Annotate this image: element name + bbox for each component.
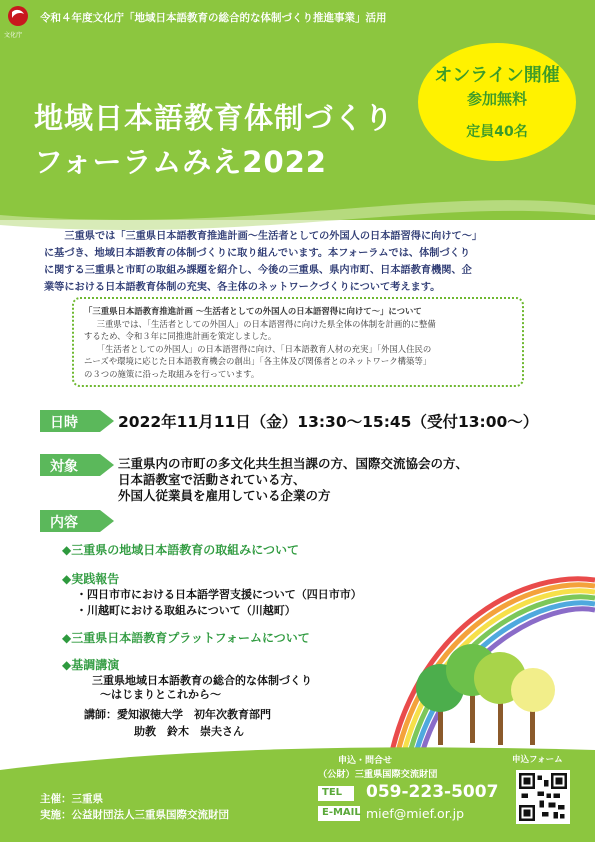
rainbow-trees-illustration (390, 560, 595, 760)
target-text (118, 456, 468, 504)
plan-line: ニーズや環境に応じた日本語教育機会の創出」「各主体及び関係者とのネットワーク構築等」 (84, 356, 432, 367)
content-item: ◆三重県日本語教育プラットフォームについて (62, 631, 310, 645)
intro-line: に関する三重県と市町の取組み課題を紹介し、今後の三重県、県内市町、日本語教育機関、企 (44, 265, 472, 276)
lecture-subtitle: 〜はじまりとこれから〜 (100, 688, 221, 701)
apply-heading: 申込・問合せ (338, 756, 393, 766)
schedule-value: 2022年11月11日（金）13:30〜15:45（受付13:00〜） (118, 413, 539, 431)
badge-capacity: 定員40名 (466, 124, 528, 140)
schedule-label: 日時 (40, 410, 100, 432)
intro-line: に基づき、地域日本語教育の体制づくりに取り組んでいます。本フォーラムでは、体制づくり (44, 248, 471, 259)
seal-caption: 文化庁 (4, 32, 23, 39)
content-subitem: ・川越町における取組みについて（川越町） (76, 604, 296, 617)
plan-line: 三重県では、「生活者としての外国人」の日本語習得に向けた県全体の体制を計画的に整備 (96, 318, 436, 329)
tel-label: TEL (318, 786, 354, 801)
host-text: 主催：三重県 (40, 793, 103, 805)
target-line: 三重県内の市町の多文化共生担当課の方、国際交流協会の方、 (118, 456, 469, 471)
plan-line: 「生活者としての外国人」の日本語習得に向け、「日本語教育人材の充実」「外国人住民の (96, 343, 432, 354)
online-badge (418, 43, 576, 161)
mail-address[interactable]: mief@mief.or.jp (366, 806, 465, 821)
content-item: ◆基調講演 (62, 658, 120, 672)
lecturer-line: 助教 鈴木 崇夫さん (134, 725, 244, 738)
badge-fee: 参加無料 (466, 90, 527, 108)
organizer-text: 実施：公益財団法人三重県国際交流財団 (40, 809, 229, 821)
plan-line: するため、令和３年に同推進計画を策定しました。 (84, 331, 277, 342)
target-label: 対象 (40, 454, 100, 476)
subsidy-line: 令和４年度文化庁「地域日本語教育の総合的な体制づくり推進事業」活用 (40, 12, 387, 24)
page-title-line2: フォーラムみえ2022 (34, 145, 327, 179)
content-label: 内容 (40, 510, 100, 532)
lecturer-line: 講師：愛知淑徳大学 初年次教育部門 (84, 708, 271, 721)
content-item: ◆実践報告 (62, 572, 120, 586)
agency-seal-icon (6, 4, 30, 32)
plan-title: 「三重県日本語教育推進計画 〜生活者としての外国人の日本語習得に向けて〜」について (84, 306, 422, 316)
qr-code-icon[interactable] (516, 770, 570, 824)
content-subitem: ・四日市市における日本語学習支援について（四日市市） (76, 588, 362, 601)
content-item: ◆三重県の地域日本語教育の取組みについて (62, 543, 299, 557)
target-line: 日本語教室で活動されている方、 (118, 472, 306, 487)
plan-box (72, 297, 524, 387)
form-label: 申込フォーム (512, 755, 563, 765)
page-title-line1: 地域日本語教育体制づくり (34, 101, 395, 135)
apply-organization: （公財）三重県国際交流財団 (318, 769, 438, 780)
intro-line: 三重県では「三重県日本語教育推進計画〜生活者としての外国人の日本語習得に向けて〜」 (64, 231, 483, 242)
plan-line: の３つの施策に沿った取組みを行っています。 (84, 368, 260, 379)
intro-line: 業等における日本語教育体制の充実、各主体のネットワークづくりについて考えます。 (44, 282, 441, 293)
intro-text (44, 228, 564, 296)
badge-online: オンライン開催 (434, 65, 560, 86)
tel-number[interactable]: 059-223-5007 (366, 782, 499, 802)
target-line: 外国人従業員を雇用している企業の方 (118, 488, 331, 503)
mail-label: E-MAIL (318, 806, 360, 821)
lecture-title: 三重県地域日本語教育の総合的な体制づくり (92, 674, 312, 687)
